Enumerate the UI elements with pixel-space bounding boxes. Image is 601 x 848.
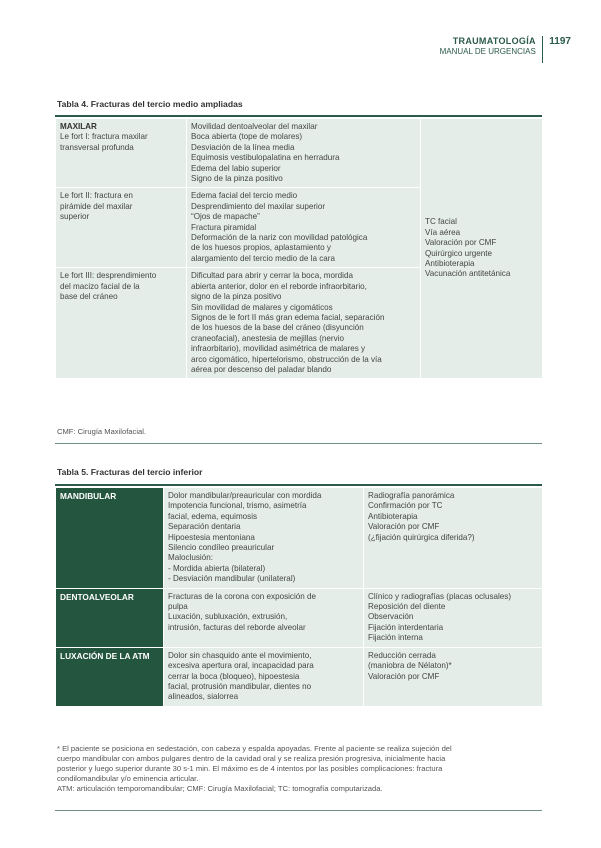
sign-line: Desprendimiento del maxilar superior (191, 201, 326, 211)
sign-line: Luxación, subluxación, extrusión, (168, 612, 288, 622)
management-line: Reposición del diente (368, 602, 446, 612)
table4-label: Tabla 4. (57, 99, 89, 109)
management-line: Clínico y radiografías (placas oclusales) (368, 591, 512, 601)
sign-line: Movilidad dentoalveolar del maxilar (191, 122, 318, 131)
luxacion-atm-heading: LUXACIÓN DE LA ATM (56, 647, 164, 706)
table4-row2-col1 (56, 188, 187, 268)
management-line: Vía aérea (425, 227, 461, 237)
management-line: (¿fijación quirúrgica diferida?) (368, 532, 475, 542)
sign-line: pulpa (168, 602, 188, 612)
management-line: Quirúrgico urgente (425, 248, 493, 258)
management-line: Antibioterapia (368, 511, 418, 521)
table-row (56, 488, 543, 589)
management-line: Reducción cerrada (368, 650, 436, 660)
table4-title: Fracturas del tercio medio ampliadas (90, 99, 243, 109)
sign-line: facial, protrusión mandibular, dientes no (168, 681, 312, 691)
management-line: (maniobra de Nélaton)* (368, 661, 452, 671)
sign-line: Desviación de la línea media (191, 142, 295, 152)
table5-notes (57, 744, 452, 794)
table5-row2-col3 (364, 588, 543, 647)
table-row (56, 647, 543, 706)
management-line: Observación (368, 612, 414, 622)
table4-row1-col2 (187, 119, 421, 188)
maxilar-heading: MAXILAR (60, 122, 97, 131)
table5-row1-col2 (164, 488, 364, 589)
table5 (55, 487, 543, 707)
sign-line: infraorbitario), movilidad asimétrica de malares y (191, 344, 366, 354)
table4-management-col (421, 119, 543, 379)
table4-row3-col2 (187, 268, 421, 379)
row-label-line: del macizo facial de la (60, 281, 140, 291)
page-number: 1197 (549, 36, 571, 47)
table-row (56, 588, 543, 647)
sign-line: “Ojos de mapache” (191, 212, 260, 222)
sign-line: Impotencia funcional, trismo, asimetría (168, 501, 307, 511)
sign-line: Dificultad para abrir y cerrar la boca, mordida (191, 271, 353, 281)
sign-line: facial, edema, equimosis (168, 511, 258, 521)
table4-row1-col1 (56, 119, 187, 188)
sign-line: signo de la pinza positivo (191, 292, 282, 302)
sign-line: de los huesos de la base del cráneo (disyunción (191, 323, 364, 333)
row-label-line: base del cráneo (60, 292, 118, 302)
sign-line: intrusión, facturas del reborde alveolar (168, 622, 306, 632)
management-line: Valoración por CMF (368, 671, 440, 681)
page-header (440, 36, 571, 63)
row-label-line: Le fort II: fractura en (60, 191, 133, 201)
management-line: Confirmación por TC (368, 501, 443, 511)
management-line: Antibioterapia (425, 259, 475, 269)
header-divider (542, 36, 544, 63)
table4-bottom-rule (55, 443, 542, 444)
table5-label: Tabla 5. (57, 467, 89, 477)
sign-line: arco cigomático, hipertelorismo, obstrucción de la vía (191, 354, 382, 364)
table5-row2-col2 (164, 588, 364, 647)
sign-line: de los huesos propios, aplastamiento y (191, 243, 331, 253)
sign-line: Hipoestesia mentoniana (168, 532, 255, 542)
header-text (440, 36, 542, 56)
management-line: Valoración por CMF (425, 238, 497, 248)
management-line: Valoración por CMF (368, 522, 440, 532)
row-label-line: Le fort I: fractura maxilar (60, 132, 148, 142)
dentoalveolar-heading: DENTOALVEOLAR (56, 588, 164, 647)
table-row (56, 119, 543, 188)
sign-line: Maloclusión: (168, 553, 213, 563)
sign-line: Fracturas de la corona con exposición de (168, 591, 317, 601)
sign-line: abierta anterior, dolor en el reborde infraorbitario, (191, 281, 367, 291)
note-line: posterior y luego superior durante 30 s-1 min. El máximo es de 4 intentos por las posibles complicaciones: fractura (57, 764, 443, 773)
table5-top-rule (55, 484, 542, 486)
sign-line: excesiva apertura oral, incapacidad para (168, 661, 314, 671)
sign-line: Edema facial del tercio medio (191, 191, 298, 201)
table5-caption (57, 467, 203, 477)
note-line: cuerpo mandibular con ambos pulgares dentro de la cavidad oral y se realiza presión progresiva, inicialmente hacia (57, 754, 446, 763)
note-line: ATM: articulación temporomandibular; CMF: Cirugía Maxilofacial; TC: tomografía computarizada. (57, 784, 383, 793)
sign-line: alineados, sialorrea (168, 692, 239, 702)
sign-line: Signo de la pinza positivo (191, 174, 283, 184)
sign-line: Silencio condíleo preauricular (168, 543, 275, 553)
sign-line: alargamiento del tercio medio de la cara (191, 253, 335, 263)
row-label-line: superior (60, 212, 90, 222)
table5-title: Fracturas del tercio inferior (90, 467, 203, 477)
sign-line: - Desviación mandibular (unilateral) (168, 574, 296, 584)
note-line: * El paciente se posiciona en sedestación, con cabeza y espalda apoyadas. Frente al paciente se realiza sujeción del (57, 744, 452, 753)
sign-line: Deformación de la nariz con movilidad patológica (191, 233, 368, 243)
sign-line: cerrar la boca (bloqueo), hipoestesia (168, 671, 300, 681)
table5-row1-col3 (364, 488, 543, 589)
table5-row3-col3 (364, 647, 543, 706)
sign-line: Edema del labio superior (191, 163, 281, 173)
sign-line: Fractura piramidal (191, 222, 257, 232)
management-line: TC facial (425, 217, 457, 227)
book-title: MANUAL DE URGENCIAS (439, 47, 536, 56)
note-line: condilomandibular y/o eminencia articular. (57, 774, 199, 783)
management-line: Radiografía panorámica (368, 491, 455, 500)
table4 (55, 118, 543, 379)
sign-line: Signos de le fort II más gran edema facial, separación (191, 312, 385, 322)
table4-row2-col2 (187, 188, 421, 268)
management-line: Fijación interdentaria (368, 622, 444, 632)
sign-line: Equimosis vestibulopalatina en herradura (191, 153, 340, 163)
sign-line: Boca abierta (tope de molares) (191, 132, 303, 142)
row-label-line: pirámide del maxilar (60, 201, 133, 211)
management-line: Fijación interna (368, 633, 423, 643)
mandibular-heading: MANDIBULAR (56, 488, 164, 589)
table4-footnote: CMF: Cirugía Maxilofacial. (57, 427, 147, 436)
management-line: Vacunación antitetánica (425, 269, 511, 279)
table5-bottom-rule (55, 810, 542, 811)
sign-line: aérea por descenso del paladar blando (191, 364, 332, 374)
section-title: TRAUMATOLOGÍA (452, 36, 536, 46)
sign-line: Separación dentaria (168, 522, 241, 532)
table4-top-rule (55, 115, 542, 117)
sign-line: craneofacial), anestesia de mejillas (nervio (191, 333, 344, 343)
sign-line: Sin movilidad de malares y cigomáticos (191, 302, 333, 312)
table4-row3-col1 (56, 268, 187, 379)
table5-row3-col2 (164, 647, 364, 706)
table4-caption (57, 99, 243, 109)
sign-line: Dolor mandibular/preauricular con mordida (168, 491, 322, 500)
row-label-line: transversal profunda (60, 142, 134, 152)
row-label-line: Le fort III: desprendimiento (60, 271, 157, 281)
sign-line: Dolor sin chasquido ante el movimiento, (168, 650, 312, 660)
sign-line: - Mordida abierta (bilateral) (168, 563, 266, 573)
